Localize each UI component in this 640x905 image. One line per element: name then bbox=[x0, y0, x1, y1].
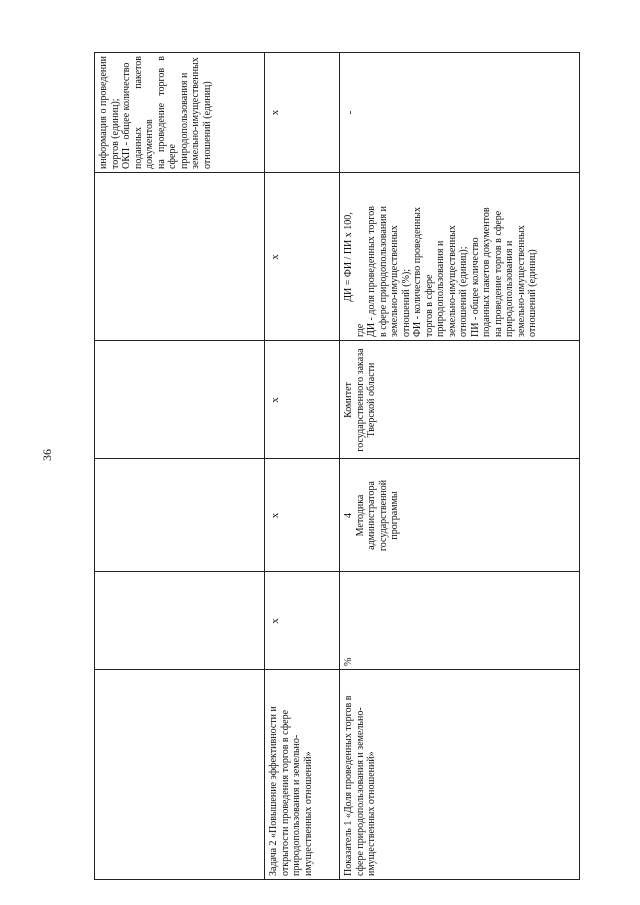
indicator-1-note: - bbox=[344, 110, 357, 115]
formula-line: в сфере природопользования и bbox=[377, 206, 389, 337]
formula-line: земельно-имущественных bbox=[389, 225, 400, 337]
indicator-1-method bbox=[341, 459, 421, 572]
formula-line: поданных пакетов документов bbox=[481, 207, 492, 337]
formula-line: где bbox=[354, 323, 366, 337]
formula-line: ДИ - доля проведенных торгов bbox=[366, 205, 377, 337]
indicator-table bbox=[94, 52, 580, 880]
formula-line: земельно-имущественных bbox=[190, 57, 201, 169]
formula-line: ФИ - количество проведенных bbox=[412, 207, 423, 337]
row-divider bbox=[339, 52, 340, 880]
method-number: 4 bbox=[343, 513, 354, 518]
formula-line: на проведение торгов в сфере bbox=[155, 56, 178, 169]
column-divider bbox=[94, 571, 580, 572]
formula-line: ДИ = ФИ / ПИ х 100, bbox=[343, 212, 354, 302]
rotated-table-area bbox=[94, 52, 580, 880]
formula-line: на проведение торгов в сфере bbox=[492, 210, 504, 337]
formula-line: земельно-имущественных bbox=[446, 225, 458, 337]
formula-line: ПИ - общее количество bbox=[469, 237, 481, 337]
formula-line: торгов в сфере bbox=[423, 274, 435, 337]
task-2-formula: х bbox=[269, 254, 282, 260]
indicator-1-responsible: Комитет государственного заказа Тверской области bbox=[343, 348, 377, 452]
page-number: 36 bbox=[40, 449, 54, 461]
row-divider bbox=[264, 52, 265, 880]
formula-line: отношений (единиц); bbox=[458, 246, 469, 337]
formula-line: отношений (единиц) bbox=[527, 249, 538, 337]
formula-line: земельно-имущественных bbox=[515, 225, 527, 337]
formula-line: ОКП - общее количество bbox=[121, 62, 132, 169]
task-2-unit: х bbox=[269, 618, 282, 624]
formula-line: информация о проведении bbox=[98, 56, 109, 169]
task-2-responsible: х bbox=[269, 397, 282, 403]
task-2-title: Задача 2 «Повышение эффективности и открытости проведения торгов в сфере природопользования и земельно-имущественных отношений» bbox=[268, 706, 314, 876]
task-2-note: х bbox=[269, 109, 282, 116]
formula-line: отношений (единиц) bbox=[201, 81, 213, 169]
formula-line: поданных пакетов документов bbox=[132, 56, 155, 169]
indicator-1-formula bbox=[341, 173, 578, 341]
formula-line: природопользования и bbox=[504, 240, 515, 337]
indicator-1-unit: % bbox=[343, 657, 354, 666]
method-text: Методика администратора государственной программы bbox=[354, 479, 400, 552]
formula-line: природопользования и bbox=[435, 240, 446, 337]
column-divider bbox=[94, 458, 580, 459]
formula-line: природопользования и bbox=[178, 72, 190, 169]
formula-line: отношений (%); bbox=[400, 268, 412, 337]
formula-line: торгов (единиц); bbox=[109, 98, 121, 169]
indicator-1-title: Показатель 1 «Доля проведенных торгов в сфере природопользования и земельно-имущественных отношений» bbox=[343, 695, 377, 876]
task-2-method: х bbox=[269, 512, 282, 519]
formula-continuation-cell bbox=[96, 52, 262, 173]
